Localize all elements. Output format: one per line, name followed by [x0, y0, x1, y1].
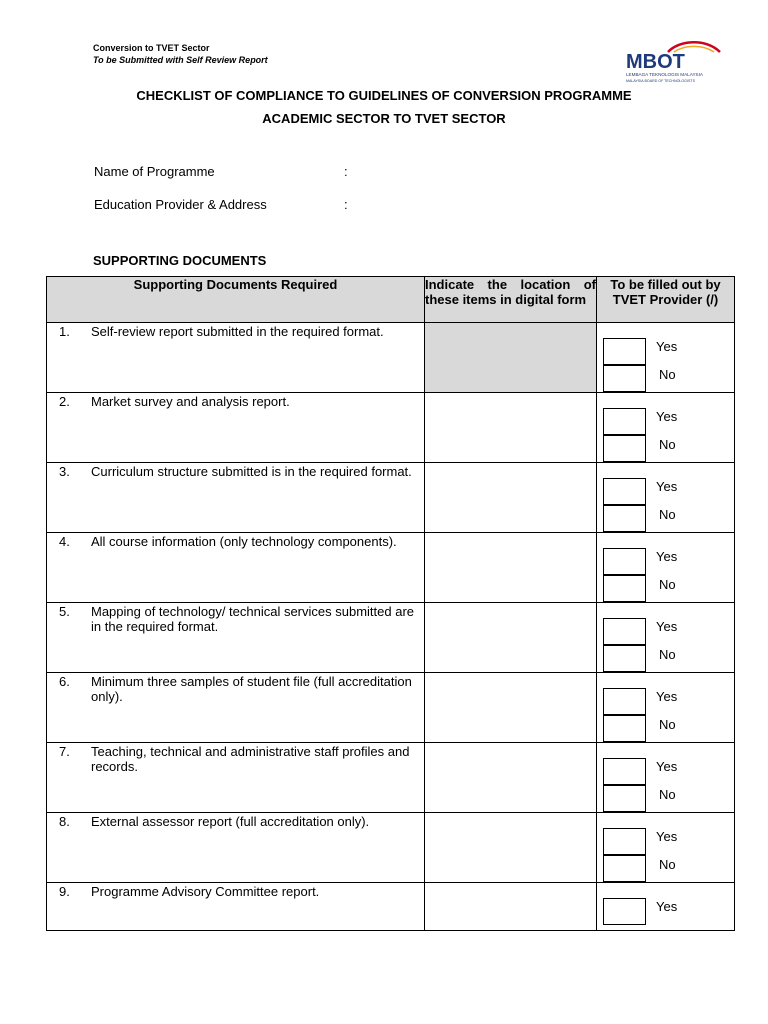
item-text: Self-review report submitted in the required format. — [91, 324, 384, 339]
tick-cell — [597, 463, 735, 533]
no-checkbox[interactable] — [603, 715, 646, 742]
no-label: No — [659, 787, 676, 802]
item-text: Programme Advisory Committee report. — [91, 884, 320, 899]
yes-checkbox[interactable] — [603, 548, 646, 575]
yes-checkbox[interactable] — [603, 898, 646, 925]
no-checkbox[interactable] — [603, 365, 646, 392]
document-cell — [47, 393, 425, 463]
no-checkbox[interactable] — [603, 645, 646, 672]
yes-checkbox[interactable] — [603, 758, 646, 785]
item-number: 9. — [59, 884, 70, 899]
no-label: No — [659, 647, 676, 662]
table-row — [47, 463, 735, 533]
section-heading: SUPPORTING DOCUMENTS — [93, 253, 267, 268]
table-row — [47, 883, 735, 931]
document-cell — [47, 533, 425, 603]
location-cell[interactable] — [425, 673, 597, 743]
location-cell[interactable] — [425, 603, 597, 673]
no-checkbox[interactable] — [603, 435, 646, 462]
yes-label: Yes — [656, 549, 678, 564]
item-number: 5. — [59, 604, 70, 619]
tick-cell — [597, 323, 735, 393]
location-cell[interactable] — [425, 813, 597, 883]
no-label: No — [659, 717, 676, 732]
table-row — [47, 673, 735, 743]
logo-subtext: LEMBAGA TEKNOLOGIS MALAYSIA — [626, 72, 703, 77]
yes-label: Yes — [656, 339, 678, 354]
no-checkbox[interactable] — [603, 505, 646, 532]
item-text: Teaching, technical and administrative staff profiles and records. — [91, 744, 410, 774]
table-row — [47, 603, 735, 673]
yes-checkbox[interactable] — [603, 828, 646, 855]
header-location: Indicate the location of these items in digital form — [425, 277, 597, 323]
item-text: External assessor report (full accreditation only). — [91, 814, 370, 829]
location-cell[interactable] — [425, 393, 597, 463]
location-cell[interactable] — [425, 883, 597, 931]
yes-label: Yes — [656, 479, 678, 494]
logo-subtext-2: MALAYSIA BOARD OF TECHNOLOGISTS — [626, 79, 695, 83]
table-row — [47, 393, 735, 463]
item-text: Mapping of technology/ technical services submitted are in the required format. — [91, 604, 415, 634]
yes-label: Yes — [656, 899, 678, 914]
document-cell — [47, 743, 425, 813]
item-number: 4. — [59, 534, 70, 549]
document-cell — [47, 323, 425, 393]
no-label: No — [659, 507, 676, 522]
item-number: 1. — [59, 324, 70, 339]
header-submission-note: To be Submitted with Self Review Report — [93, 55, 268, 65]
provider-address-label: Education Provider & Address — [94, 197, 267, 212]
yes-checkbox[interactable] — [603, 338, 646, 365]
item-text: Curriculum structure submitted is in the required format. — [91, 464, 412, 479]
location-cell[interactable] — [425, 743, 597, 813]
tick-cell — [597, 393, 735, 463]
page-title-line-1: CHECKLIST OF COMPLIANCE TO GUIDELINES OF CONVERSION PROGRAMME — [136, 88, 632, 103]
programme-name-colon: : — [344, 164, 348, 179]
yes-label: Yes — [656, 409, 678, 424]
header-documents: Supporting Documents Required — [47, 277, 425, 323]
document-cell — [47, 813, 425, 883]
item-number: 8. — [59, 814, 70, 829]
no-checkbox[interactable] — [603, 855, 646, 882]
logo-wordmark: MBOT — [626, 51, 685, 73]
no-checkbox[interactable] — [603, 575, 646, 602]
yes-label: Yes — [656, 619, 678, 634]
tick-cell — [597, 743, 735, 813]
no-label: No — [659, 577, 676, 592]
tick-cell — [597, 603, 735, 673]
item-number: 2. — [59, 394, 70, 409]
no-label: No — [659, 437, 676, 452]
table-row — [47, 813, 735, 883]
document-cell — [47, 603, 425, 673]
no-checkbox[interactable] — [603, 785, 646, 812]
tick-cell — [597, 533, 735, 603]
no-label: No — [659, 367, 676, 382]
table-header-row — [47, 277, 735, 323]
item-number: 3. — [59, 464, 70, 479]
yes-checkbox[interactable] — [603, 478, 646, 505]
item-text: Market survey and analysis report. — [91, 394, 290, 409]
table-row — [47, 323, 735, 393]
table-row — [47, 743, 735, 813]
mbot-logo — [624, 40, 728, 84]
item-text: All course information (only technology components). — [91, 534, 397, 549]
document-cell — [47, 883, 425, 931]
yes-checkbox[interactable] — [603, 688, 646, 715]
document-cell — [47, 673, 425, 743]
table-row — [47, 533, 735, 603]
header-doc-type: Conversion to TVET Sector — [93, 43, 210, 53]
programme-name-label: Name of Programme — [94, 164, 215, 179]
location-cell[interactable] — [425, 533, 597, 603]
tick-cell — [597, 673, 735, 743]
yes-label: Yes — [656, 689, 678, 704]
provider-address-colon: : — [344, 197, 348, 212]
supporting-documents-table — [46, 276, 735, 931]
item-number: 6. — [59, 674, 70, 689]
item-text: Minimum three samples of student file (full accreditation only). — [91, 674, 412, 704]
location-cell — [425, 323, 597, 393]
yes-label: Yes — [656, 759, 678, 774]
tick-cell — [597, 813, 735, 883]
header-tvet-provider: To be filled out by TVET Provider (/) — [597, 277, 735, 323]
no-label: No — [659, 857, 676, 872]
item-number: 7. — [59, 744, 70, 759]
page-title-line-2: ACADEMIC SECTOR TO TVET SECTOR — [262, 111, 506, 126]
yes-checkbox[interactable] — [603, 618, 646, 645]
document-cell — [47, 463, 425, 533]
yes-label: Yes — [656, 829, 678, 844]
yes-checkbox[interactable] — [603, 408, 646, 435]
tick-cell — [597, 883, 735, 931]
location-cell[interactable] — [425, 463, 597, 533]
